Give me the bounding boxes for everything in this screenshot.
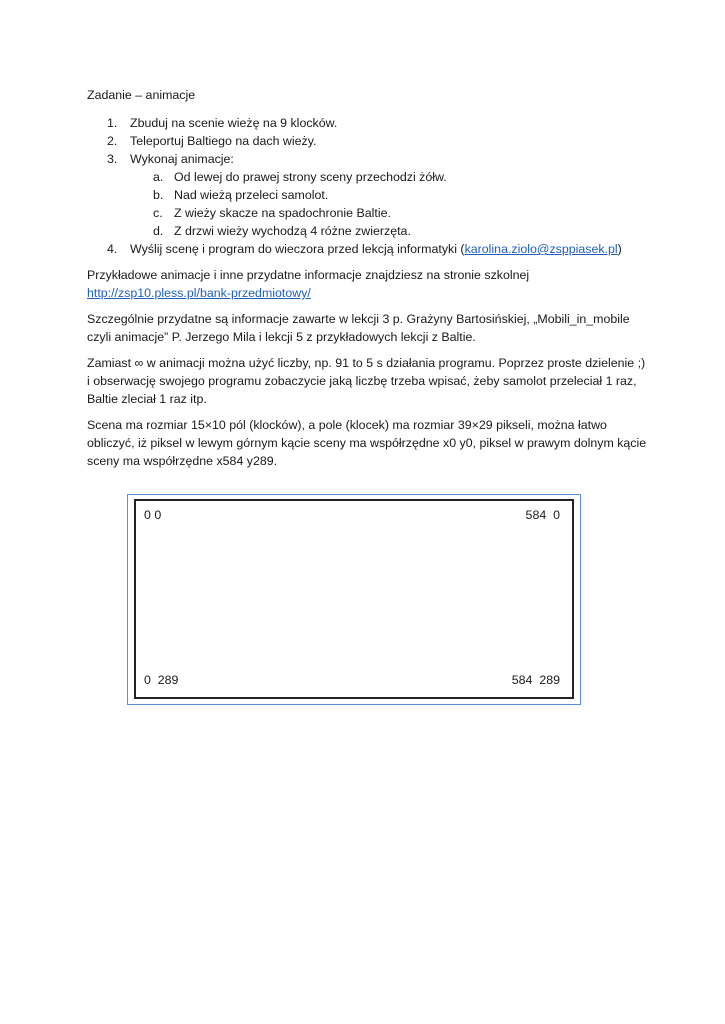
paragraph-resources (87, 266, 647, 302)
coord-bottom-right: 584 289 (511, 673, 560, 687)
scene-frame (127, 494, 581, 705)
paragraph-line: obliczyć, iż piksel w lewym górnym kącie sceny ma współrzędne x0 y0, piksel w prawym dolnym kącie (87, 436, 647, 450)
list-letter: d. (153, 224, 164, 238)
scene-box (134, 499, 574, 699)
task-text: Teleportuj Baltiego na dach wieży. (130, 134, 317, 148)
list-number: 2. (107, 134, 118, 148)
coord-top-left: 0 0 (144, 508, 162, 522)
paragraph-scene-size (87, 416, 647, 470)
task-list (87, 114, 647, 258)
page-title: Zadanie – animacje (87, 88, 196, 102)
paragraph-line: sceny ma współrzędne x584 y289. (87, 454, 278, 468)
list-number: 4. (107, 242, 118, 256)
paragraph-line: Scena ma rozmiar 15×10 pól (klocków), a pole (klocek) ma rozmiar 39×29 pikseli, można łatwo (87, 418, 607, 432)
document-body (87, 86, 647, 478)
subtask-item (153, 204, 647, 222)
task-item (107, 150, 647, 240)
coord-top-right: 584 0 (525, 508, 560, 522)
resources-link[interactable]: http://zsp10.pless.pl/bank-przedmiotowy/ (87, 286, 311, 300)
list-number: 3. (107, 152, 118, 166)
email-link[interactable]: karolina.ziolo@zsppiasek.pl (464, 242, 618, 256)
paragraph-line: Szczególnie przydatne są informacje zawarte w lekcji 3 p. Grażyny Bartosińskiej, „Mobili_in_mobile (87, 312, 630, 326)
paragraph-line: Baltie zleciał 1 raz itp. (87, 392, 207, 406)
list-letter: c. (153, 206, 163, 220)
subtask-text: Z wieży skacze na spadochronie Baltie. (174, 206, 391, 220)
subtask-item (153, 186, 647, 204)
list-letter: a. (153, 170, 164, 184)
paragraph-line: i obserwację swojego programu zobaczycie jaką liczbę trzeba wpisać, żeby samolot przeleciał 1 raz, (87, 374, 637, 388)
subtask-item (153, 168, 647, 186)
subtask-list (130, 168, 647, 240)
subtask-text: Z drzwi wieży wychodzą 4 różne zwierzęta. (174, 224, 411, 238)
coord-bottom-left: 0 289 (144, 673, 179, 687)
paragraph-line: Zamiast ∞ w animacji można użyć liczby, np. 91 to 5 s działania programu. Poprzez proste dzielenie ;) (87, 356, 646, 370)
paragraph-infinity (87, 354, 647, 408)
paragraph-lessons (87, 310, 647, 346)
subtask-text: Od lewej do prawej strony sceny przechodzi żółw. (174, 170, 447, 184)
task-text-end: ) (617, 242, 622, 256)
subtask-text: Nad wieżą przeleci samolot. (174, 188, 329, 202)
task-item (107, 132, 647, 150)
list-letter: b. (153, 188, 164, 202)
list-number: 1. (107, 116, 118, 130)
subtask-item (153, 222, 647, 240)
paragraph-line: czyli animacje” P. Jerzego Mila i lekcji 5 z przykładowych lekcji z Baltie. (87, 330, 476, 344)
task-text: Wykonaj animacje: (130, 152, 234, 166)
task-text: Zbuduj na scenie wieżę na 9 klocków. (130, 116, 338, 130)
task-text: Wyślij scenę i program do wieczora przed lekcją informatyki ( (130, 242, 465, 256)
paragraph-text: Przykładowe animacje i inne przydatne informacje znajdziesz na stronie szkolnej (87, 268, 530, 282)
task-item (107, 240, 647, 258)
task-item (107, 114, 647, 132)
